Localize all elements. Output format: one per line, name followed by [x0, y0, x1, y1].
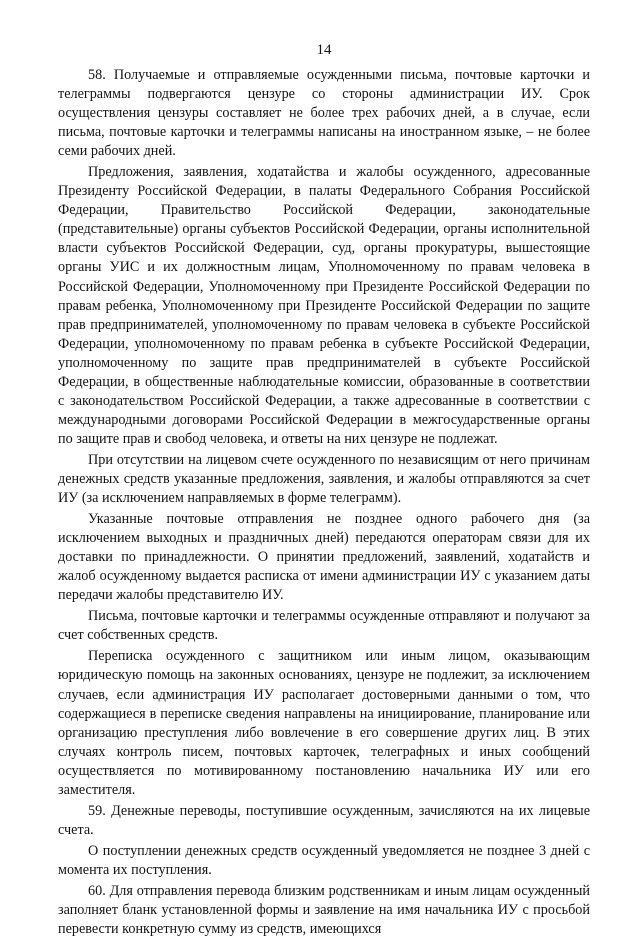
paragraph-60-sending-transfer: 60. Для отправления перевода близким родственникам и иным лицам осужденный заполняет бланк установленной формы и заявление на имя начальника ИУ с просьбой перевести конкретную сумму из средств, имеющихся — [58, 882, 590, 938]
paragraph-funds-notification: О поступлении денежных средств осужденный уведомляется не позднее 3 дней с момента их поступления. — [58, 842, 590, 878]
paragraph-sent-at-iu-expense: При отсутствии на лицевом счете осужденного по независящим от него причинам денежных средств указанные предложения, заявления, и жалобы отправляются за счет ИУ (за исключением направляемых в форме телеграмм). — [58, 451, 590, 507]
paragraph-delivery-receipt: Указанные почтовые отправления не позднее одного рабочего дня (за исключением выходных и праздничных дней) передаются операторам связи для их доставки по принадлежности. О принятии предложений, заявлений, ходатайств и жалоб осужденному выдается расписка от имени администрации ИУ с указанием даты передачи жалобы представителю ИУ. — [58, 511, 590, 604]
paragraph-uncensored-addressees: Предложения, заявления, ходатайства и жалобы осужденного, адресованные Президенту Российской Федерации, в палаты Федерального Собрания Российской Федерации, Правительство Российской Федерации, законодательные (представительные) органы субъектов Российской Федерации, органы исполнительной власти субъектов Российской Федерации, суд, органы прокуратуры, вышестоящие органы УИС и их должностным лицам, Уполномоченному по правам человека в Российской Федерации, Уполномоченному при Президенте Российской Федерации по правам ребенка, Уполномоченному при Президенте Российской Федерации по защите прав предпринимателей, уполномоченному по правам человека в субъекте Российской Федерации, уполномоченному по правам ребенка в субъекте Российской Федерации, уполномоченному по защите прав предпринимателей в субъекте Российской Федерации, в общественные наблюдательные комиссии, образованные в соответствии с законодательством Российской Федерации, а также адресованные в соответствии с международными договорами Российской Федерации в межгосударственные органы по защите прав и свобод человека, и ответы на них цензуре не подлежат. — [58, 164, 590, 447]
paragraph-own-funds: Письма, почтовые карточки и телеграммы осужденные отправляют и получают за счет собственных средств. — [58, 608, 590, 644]
page-number: 14 — [316, 42, 332, 58]
paragraph-58-censorship: 58. Получаемые и отправляемые осужденными письма, почтовые карточки и телеграммы подвергаются цензуре со стороны администрации ИУ. Срок осуществления цензуры составляет не более трех рабочих дней, а в случае, если письма, почтовые карточки и телеграммы написаны на иностранном языке, – не более семи рабочих дней. — [58, 67, 590, 160]
paragraph-59-money-transfers: 59. Денежные переводы, поступившие осужденным, зачисляются на их лицевые счета. — [58, 802, 590, 838]
paragraph-defender-correspondence: Переписка осужденного с защитником или иным лицом, оказывающим юридическую помощь на законных основаниях, цензуре не подлежит, за исключением случаев, если администрация ИУ располагает достоверными данными о том, что содержащиеся в переписке сведения направлены на инициирование, планирование или организацию преступления либо вовлечение в его совершение других лиц. В этих случаях контроль писем, почтовых карточек, телеграфных и иных сообщений осуществляется по мотивированному постановлению начальника ИУ или его заместителя. — [58, 648, 590, 798]
